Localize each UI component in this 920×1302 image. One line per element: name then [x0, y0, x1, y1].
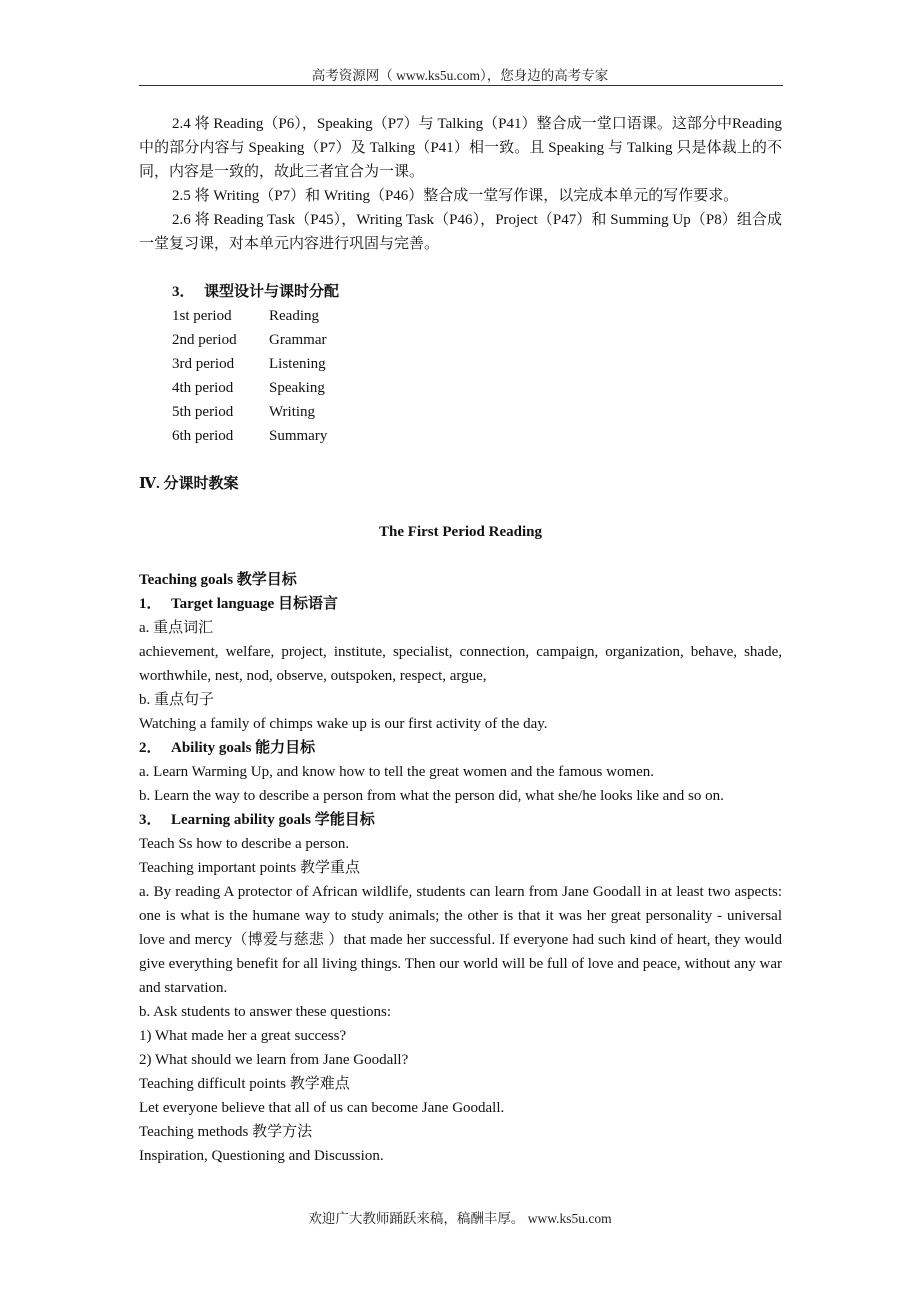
- section-4-heading: Ⅳ. 分课时教案: [139, 476, 239, 492]
- question-1: 1) What made her a great success?: [139, 1028, 347, 1044]
- period-label: 5th period: [172, 404, 234, 420]
- period-label: 3rd period: [172, 356, 235, 372]
- paragraph-2-4: 2.4 将 Reading（P6），Speaking（P7）与 Talking（P41）整合成一堂口语课。这部分中Reading 中的部分内容与 Speaking（P7）及 Talking（P41）相一致。且 Speaking 与 Talking 只是体裁上的不同，内容是一致的，故此三者宜合为一课。: [139, 116, 782, 180]
- teaching-methods-heading: Teaching methods 教学方法: [139, 1124, 313, 1140]
- period-label: 1st period: [172, 308, 232, 324]
- key-words-list: achievement, welfare, project, institute, specialist, connection, campaign, organization, behave, shade, worthwhile, nest, nod, observe, outspoken, respect, argue,: [139, 644, 782, 684]
- target-language-title: Target language 目标语言: [171, 596, 338, 612]
- target-language-heading: [139, 592, 782, 616]
- ability-goals-title: Ability goals 能力目标: [171, 740, 316, 756]
- period-row: [139, 400, 782, 424]
- period-list: [139, 304, 782, 448]
- page-footer: 欢迎广大教师踊跃来稿，稿酬丰厚。 www.ks5u.com: [308, 1211, 612, 1226]
- paragraph-2-5: 2.5 将 Writing（P7）和 Writing（P46）整合成一堂写作课，以完成本单元的写作要求。: [172, 188, 739, 204]
- important-point-a: a. By reading A protector of African wildlife, students can learn from Jane Goodall in at least two aspects: one is what is the humane way to study animals; the other is that it was her great personality - universal love and mercy（博爱与慈悲 ）that made her successful. If everyone had such kind of heart, they would give everything benefit for all living things. Then our world will be full of love and peace, without any war and starvation.: [139, 884, 782, 996]
- section-3-number: 3．: [172, 284, 195, 300]
- important-point-b: b. Ask students to answer these questions:: [139, 1004, 392, 1020]
- period-row: [139, 424, 782, 448]
- period-row: [139, 304, 782, 328]
- target-language-number: 1．: [139, 596, 162, 612]
- teaching-goals-heading: Teaching goals 教学目标: [139, 572, 297, 588]
- spacer: [139, 496, 782, 520]
- period-label: 4th period: [172, 380, 234, 396]
- difficult-points-text: Let everyone believe that all of us can become Jane Goodall.: [139, 1100, 505, 1116]
- teaching-methods-text: Inspiration, Questioning and Discussion.: [139, 1148, 384, 1164]
- period-type: Speaking: [269, 380, 325, 396]
- learning-ability-heading: [139, 808, 782, 832]
- learning-ability-number: 3．: [139, 812, 162, 828]
- key-sentence-label: b. 重点句子: [139, 692, 215, 708]
- period-type: Grammar: [269, 332, 327, 348]
- spacer: [139, 448, 782, 472]
- key-sentence: Watching a family of chimps wake up is our first activity of the day.: [139, 716, 548, 732]
- ability-goal-a: a. Learn Warming Up, and know how to tell the great women and the famous women.: [139, 764, 655, 780]
- section-3-title: 课型设计与课时分配: [204, 284, 340, 300]
- ability-goals-heading: [139, 736, 782, 760]
- ability-goal-b: b. Learn the way to describe a person from what the person did, what she/he looks like and so on.: [139, 788, 724, 804]
- section-3-heading: [139, 280, 782, 304]
- period-label: 2nd period: [172, 332, 237, 348]
- question-2: 2) What should we learn from Jane Goodall?: [139, 1052, 409, 1068]
- period-type: Summary: [269, 428, 328, 444]
- period-row: [139, 328, 782, 352]
- learning-ability-text: Teach Ss how to describe a person.: [139, 836, 350, 852]
- period-row: [139, 376, 782, 400]
- period-row: [139, 352, 782, 376]
- lesson-title: The First Period Reading: [379, 524, 542, 540]
- period-type: Reading: [269, 308, 319, 324]
- paragraph-2-6: 2.6 将 Reading Task（P45），Writing Task（P46），Project（P47）和 Summing Up（P8）组合成一堂复习课，对本单元内容进行巩固与完善。: [139, 212, 782, 252]
- spacer: [139, 544, 782, 568]
- spacer: [139, 256, 782, 280]
- page-header: 高考资源网（ www.ks5u.com），您身边的高考专家: [311, 68, 609, 83]
- period-type: Writing: [269, 404, 316, 420]
- important-points-heading: Teaching important points 教学重点: [139, 860, 361, 876]
- document-body: [139, 112, 782, 1168]
- header-divider: [139, 85, 783, 86]
- learning-ability-title: Learning ability goals 学能目标: [171, 812, 375, 828]
- difficult-points-heading: Teaching difficult points 教学难点: [139, 1076, 350, 1092]
- period-label: 6th period: [172, 428, 234, 444]
- period-type: Listening: [269, 356, 326, 372]
- key-words-label: a. 重点词汇: [139, 620, 214, 636]
- ability-goals-number: 2．: [139, 740, 162, 756]
